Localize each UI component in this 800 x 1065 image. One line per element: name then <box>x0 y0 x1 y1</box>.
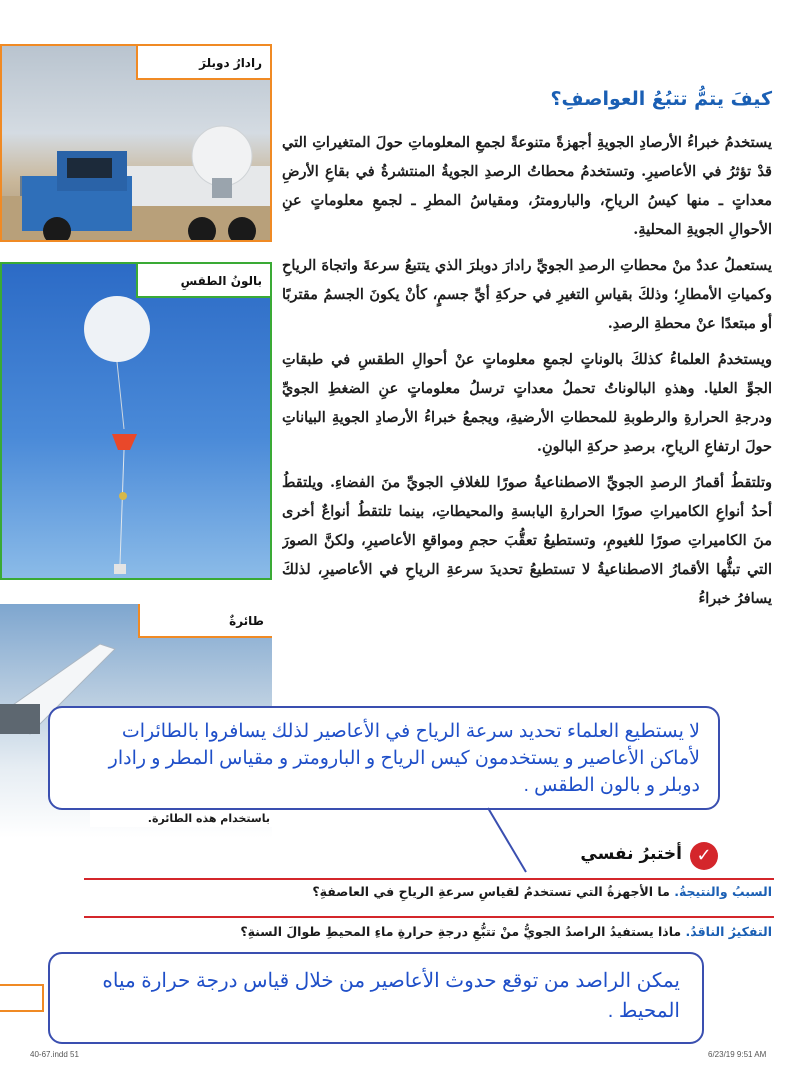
answer-note-2 <box>48 952 704 1044</box>
footer-date: 6/23/19 9:51 AM <box>708 1050 767 1059</box>
footer-file: 40-67.indd 51 <box>30 1050 79 1059</box>
paragraph-4: وتلتقطُ أقمارُ الرصدِ الجويِّ الاصطناعيةُ صورًا للغلافِ الجويِّ منَ الفضاءِ. ويلتقطُ أحدُ أنواعِ الكاميراتِ صورًا الحرارةِ اليابسةِ والمحيطاتِ، بينما تلتقطُ أنواعٌ أخرى منَ الكاميراتِ صورًا للغيومِ، وتستطيعُ تعقُّبَ حجمِ ومواقعِ الأعاصيرِ، ولكنَّ الصورَ التي تبثُّها الأقمارُ الاصطناعيةُ لا تستطيعُ تحديدَ سرعةِ الرياحِ في الأعاصيرِ، لذلكَ يسافرُ خبراءُ <box>282 474 772 607</box>
note-pointer-line <box>480 806 540 876</box>
doppler-caption: رادارُ دوبلرَ <box>136 46 270 80</box>
question-2 <box>84 924 772 939</box>
paragraph-3: ويستخدمُ العلماءُ كذلكَ بالوناتٍ لجمعِ معلوماتٍ عنْ أحوالِ الطقسِ في طبقاتِ الجوِّ العليا. وهذهِ البالوناتُ تحملُ معداتٍ ترسلُ معلوماتٍ عنِ الضغطِ الجويِّ ودرجةِ الحرارةِ والرطوبةِ للمحطاتِ الأرضيةِ، ويجمعُ خبراءُ الأرصادِ الجويةِ البياناتِ حولَ ارتفاعِ الرياحِ، برصدِ حركةِ البالونِ. <box>282 351 772 455</box>
answer-note-2-text: يمكن الراصد من توقع حدوث الأعاصير من خلال قياس درجة حرارة مياه المحيط . <box>102 970 680 1022</box>
paragraph-2: يستعملُ عددٌ منْ محطاتِ الرصدِ الجويِّ رادارَ دوبلرَ الذي يتتبعُ سرعةَ واتجاهَ الرياحِ وكمياتِ الأمطارِ؛ وذلكَ بقياسِ التغيرِ في حركةِ أيِّ جسمٍ، كأنْ يكونَ الجسمُ مقتربًا أو مبتعدًا عنْ محطةِ الرصدِ. <box>282 257 772 332</box>
plane-caption: طائرةٌ <box>138 604 272 638</box>
section-title: كيفَ يتمُّ تتبُعُ العواصفِ؟ <box>550 88 772 110</box>
divider-1 <box>84 878 774 880</box>
paragraph-1: يستخدمُ خبراءُ الأرصادِ الجويةِ أجهزةً متنوعةً لجمعِ المعلوماتِ حولَ المتغيراتِ التي قدْ تؤثرُ في الأعاصيرِ. وتستخدمُ محطاتُ الرصدِ الجويةُ المنتشرةُ في بقاعِ الأرضِ معداتٍ ـ منها كيسُ الرياحِ، والبارومترُ، ومقياسُ المطرِ ـ لجمعِ معلوماتٍ عنِ الأحوالِ الجويةِ المحليةِ. <box>282 134 772 238</box>
check-icon: ✓ <box>690 842 718 870</box>
balloon-caption: بالونُ الطقسِ <box>136 264 270 298</box>
answer-note-1-text: لا يستطيع العلماء تحديد سرعة الرياح في الأعاصير لذلك يسافروا بالطائرات لأماكن الأعاصير و يستخدمون كيس الرياح و البارومتر و مقياس المطر و رادار دوبلر و بالون الطقس . <box>108 721 700 796</box>
plane-caption-text: باستخدام هذه الطائرة. <box>90 810 272 827</box>
balloon-illustration <box>2 264 272 580</box>
question-2-text: ماذا يستفيدُ الراصدُ الجويُّ منْ تتبُّعِ درجةِ حرارةِ ماءِ المحيطِ طوالَ السنةِ؟ <box>240 924 682 939</box>
test-heading: أختبرُ نفسي <box>580 844 682 864</box>
margin-mark <box>0 984 44 1012</box>
doppler-radar-photo <box>0 44 272 242</box>
weather-balloon-photo <box>0 262 272 580</box>
question-1-label: السببُ والنتيجةُ. <box>674 884 772 899</box>
question-1-text: ما الأجهزةُ التي تستخدمُ لقياسِ سرعةِ الرياحِ في العاصفةِ؟ <box>312 884 670 899</box>
answer-note-1 <box>48 706 720 810</box>
divider-2 <box>84 916 774 918</box>
question-2-label: التفكيرُ الناقدُ. <box>685 924 772 939</box>
question-1 <box>84 884 772 899</box>
article-body <box>282 128 772 678</box>
